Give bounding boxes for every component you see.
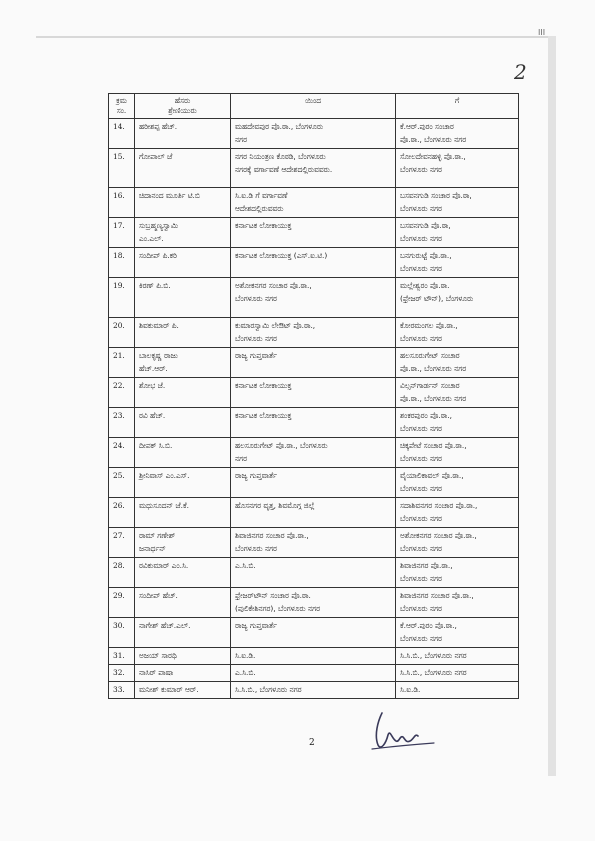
header-name: ಹೆಸರು ಶ್ರೇಣಿಯುರು — [135, 94, 231, 119]
corner-mark: III — [538, 28, 546, 37]
cell-sl: 32. — [109, 665, 135, 682]
header-from: ಯಿಂದ — [231, 94, 396, 119]
cell-from: ಎ.ಸಿ.ಬಿ. — [231, 665, 396, 682]
cell-from: ಫ್ರೇಜರ್‌ಟೌನ್ ಸಂಚಾರ ಪೊ.ಠಾ. (ಪುಲಿಕೇಶಿನಗರ), ಬೆಂಗಳೂರು ನಗರ — [231, 588, 396, 618]
cell-name: ಚಿದಾನಂದ ಮೂರ್ತಿ ಟಿ.ಬಿ — [135, 188, 231, 218]
cell-sl: 23. — [109, 408, 135, 438]
signature — [368, 705, 438, 755]
header-sl: ಕ್ರಮ ಸಂ. — [109, 94, 135, 119]
cell-to: ಕೆ.ಆರ್.ಪುರಂ ಪೊ.ಠಾ., ಬೆಂಗಳೂರು ನಗರ — [396, 618, 519, 648]
cell-to: ಶಿವಾಜಿನಗರ ಸಂಚಾರ ಪೊ.ಠಾ., ಬೆಂಗಳೂರು ನಗರ — [396, 588, 519, 618]
table-row — [109, 149, 519, 188]
cell-from: ರಾಜ್ಯ ಗುಪ್ತವಾರ್ತೆ — [231, 618, 396, 648]
cell-from: ಕರ್ನಾಟಕ ಲೋಕಾಯುಕ್ತ (ಎಸ್.ಐ.ಟಿ.) — [231, 248, 396, 278]
cell-name: ಸುಬ್ರಹ್ಮಣ್ಯಸ್ವಾಮಿ ಎಂ.ಎಲ್. — [135, 218, 231, 248]
cell-to: ವಿಲ್ಸನ್‌ಗಾರ್ಡನ್ ಸಂಚಾರ ಪೊ.ಠಾ., ಬೆಂಗಳೂರು ನಗರ — [396, 378, 519, 408]
cell-to: ಬನಗುರುಟ್ಟೆ ಪೊ.ಠಾ., ಬೆಂಗಳೂರು ನಗರ — [396, 248, 519, 278]
cell-from: ಸಿ.ಐ.ಡಿ. — [231, 648, 396, 665]
page-number: 2 — [309, 738, 315, 748]
table-row — [109, 438, 519, 468]
cell-from: ಕರ್ನಾಟಕ ಲೋಕಾಯುಕ್ತ — [231, 218, 396, 248]
cell-from: ಎ.ಸಿ.ಬಿ. — [231, 558, 396, 588]
cell-name: ರಾಮ್ ಗಣೇಶ್ ಜನಾರ್ಧನ್ — [135, 528, 231, 558]
cell-to: ಹಲಸೂರುಗೇಟ್ ಸಂಚಾರ ಪೊ.ಠಾ., ಬೆಂಗಳೂರು ನಗರ — [396, 348, 519, 378]
cell-sl: 18. — [109, 248, 135, 278]
cell-name: ಮಧುಸೂದನ್ ಜೆ.ಕೆ. — [135, 498, 231, 528]
cell-sl: 14. — [109, 119, 135, 149]
cell-name: ಮನೀಶ್ ಕುಮಾರ್ ಆರ್. — [135, 682, 231, 699]
cell-name: ಅಜಯ್ ಸಾರಥಿ — [135, 648, 231, 665]
cell-sl: 15. — [109, 149, 135, 188]
cell-sl: 21. — [109, 348, 135, 378]
cell-to: ಸೋಲದೇವನಹಳ್ಳಿ ಪೊ.ಠಾ., ಬೆಂಗಳೂರು ನಗರ — [396, 149, 519, 188]
handwritten-page-number: 2 — [514, 60, 527, 84]
cell-sl: 25. — [109, 468, 135, 498]
cell-to: ಚಿಕ್ಕಪೇಟೆ ಸಂಚಾರ ಪೊ.ಠಾ., ಬೆಂಗಳೂರು ನಗರ — [396, 438, 519, 468]
table-row — [109, 318, 519, 348]
cell-name: ಸಂದೀಪ್ ಹೆಚ್. — [135, 588, 231, 618]
table-row — [109, 348, 519, 378]
cell-name: ರವಿಕುಮಾರ್ ಎಂ.ಸಿ. — [135, 558, 231, 588]
scan-edge-right — [548, 36, 556, 776]
table-row — [109, 528, 519, 558]
cell-to: ಶಿವಾಜಿನಗರ ಪೊ.ಠಾ., ಬೆಂಗಳೂರು ನಗರ — [396, 558, 519, 588]
table-row — [109, 408, 519, 438]
cell-sl: 28. — [109, 558, 135, 588]
cell-sl: 26. — [109, 498, 135, 528]
table-row — [109, 468, 519, 498]
cell-name: ಬಾಲಕೃಷ್ಣ ರಾಜು ಹೆಚ್.ಆರ್. — [135, 348, 231, 378]
table-row — [109, 119, 519, 149]
transfer-table — [108, 93, 519, 699]
cell-to: ಮಲ್ಲೇಶ್ವರಂ ಪೊ.ಠಾ. (ಫ್ರೇಜರ್ ಟೌನ್), ಬೆಂಗಳೂರು — [396, 278, 519, 318]
cell-name: ಶ್ರೀನಿವಾಸ್ ಎಂ.ಎಸ್. — [135, 468, 231, 498]
cell-sl: 20. — [109, 318, 135, 348]
table-row — [109, 218, 519, 248]
table-body — [109, 119, 519, 699]
cell-from: ನಗರ ನಿಯಂತ್ರಣ ಕೊಠಡಿ, ಬೆಂಗಳೂರು ನಗರಕ್ಕೆ ವರ್ಗಾವಣೆ ಆದೇಶದಲ್ಲಿರುವವರು. — [231, 149, 396, 188]
table-row — [109, 188, 519, 218]
cell-sl: 33. — [109, 682, 135, 699]
cell-from: ಸಿ.ಸಿ.ಬಿ., ಬೆಂಗಳೂರು ನಗರ — [231, 682, 396, 699]
cell-name: ನಾಸಿರ್ ಪಾಷಾ — [135, 665, 231, 682]
cell-sl: 30. — [109, 618, 135, 648]
cell-sl: 31. — [109, 648, 135, 665]
cell-to: ಸಿ.ಸಿ.ಬಿ., ಬೆಂಗಳೂರು ನಗರ — [396, 665, 519, 682]
cell-from: ಮಹದೇವಪುರ ಪೊ.ಠಾ., ಬೆಂಗಳೂರು ನಗರ — [231, 119, 396, 149]
cell-to: ವೈಯಾಲಿಕಾವಲ್ ಪೊ.ಠಾ., ಬೆಂಗಳೂರು ನಗರ — [396, 468, 519, 498]
cell-to: ಸಿ.ಸಿ.ಬಿ., ಬೆಂಗಳೂರು ನಗರ — [396, 648, 519, 665]
table-row — [109, 648, 519, 665]
table-row — [109, 558, 519, 588]
table-row — [109, 498, 519, 528]
cell-sl: 29. — [109, 588, 135, 618]
table-row — [109, 378, 519, 408]
cell-to: ಬಸವನಗುಡಿ ಪೊ.ಠಾ, ಬೆಂಗಳೂರು ನಗರ — [396, 218, 519, 248]
cell-sl: 17. — [109, 218, 135, 248]
cell-name: ರವಿ ಹೆಚ್. — [135, 408, 231, 438]
cell-name: ಗೋಪಾಲ್ ಜೆ — [135, 149, 231, 188]
cell-from: ಕುಮಾರಸ್ವಾಮಿ ಲೇಔಟ್ ಪೊ.ಠಾ., ಬೆಂಗಳೂರು ನಗರ — [231, 318, 396, 348]
cell-from: ಹೊಸನಗರ ವೃತ್ತ, ಶಿವಮೊಗ್ಗ ಜಿಲ್ಲೆ — [231, 498, 396, 528]
scan-edge-top — [36, 36, 548, 38]
cell-from: ರಾಜ್ಯ ಗುಪ್ತವಾರ್ತೆ — [231, 348, 396, 378]
table-row — [109, 278, 519, 318]
table-header-row — [109, 94, 519, 119]
cell-from: ಸಿ.ಐ.ಡಿ ಗೆ ವರ್ಗಾವಣೆ ಆದೇಶದಲ್ಲಿರುವವರು — [231, 188, 396, 218]
cell-to: ಬಸವನಗುಡಿ ಸಂಚಾರ ಪೊ.ಠಾ, ಬೆಂಗಳೂರು ನಗರ — [396, 188, 519, 218]
cell-from: ಶಿವಾಜಿನಗರ ಸಂಚಾರ ಪೊ.ಠಾ., ಬೆಂಗಳೂರು ನಗರ — [231, 528, 396, 558]
cell-name: ಶೋಭ ಜೆ. — [135, 378, 231, 408]
cell-name: ಕಿರಣ್ ಪಿ.ಬಿ. — [135, 278, 231, 318]
cell-name: ಸಂದೀಪ್ ಪಿ.ಕರಿ — [135, 248, 231, 278]
cell-sl: 16. — [109, 188, 135, 218]
cell-to: ಕೆ.ಆರ್.ಪುರಂ ಸಂಚಾರ ಪೊ.ಠಾ., ಬೆಂಗಳೂರು ನಗರ — [396, 119, 519, 149]
cell-name: ನಾಗೇಶ್ ಹೆಚ್.ಎಲ್. — [135, 618, 231, 648]
cell-sl: 22. — [109, 378, 135, 408]
table-row — [109, 588, 519, 618]
cell-to: ಕೋರಮಂಗಲ ಪೊ.ಠಾ., ಬೆಂಗಳೂರು ನಗರ — [396, 318, 519, 348]
cell-name: ಹರೀಶಪ್ಪ ಹೆಚ್. — [135, 119, 231, 149]
cell-from: ಕರ್ನಾಟಕ ಲೋಕಾಯುಕ್ತ — [231, 378, 396, 408]
cell-sl: 24. — [109, 438, 135, 468]
cell-from: ರಾಜ್ಯ ಗುಪ್ತವಾರ್ತೆ — [231, 468, 396, 498]
cell-from: ಅಶೋಕನಗರ ಸಂಚಾರ ಪೊ.ಠಾ., ಬೆಂಗಳೂರು ನಗರ — [231, 278, 396, 318]
cell-from: ಕರ್ನಾಟಕ ಲೋಕಾಯುಕ್ತ — [231, 408, 396, 438]
table-row — [109, 618, 519, 648]
cell-to: ಸದಾಶಿವನಗರ ಸಂಚಾರ ಪೊ.ಠಾ., ಬೆಂಗಳೂರು ನಗರ — [396, 498, 519, 528]
cell-sl: 27. — [109, 528, 135, 558]
cell-to: ಅಶೋಕನಗರ ಸಂಚಾರ ಪೊ.ಠಾ., ಬೆಂಗಳೂರು ನಗರ — [396, 528, 519, 558]
cell-sl: 19. — [109, 278, 135, 318]
cell-name: ಶಿವಕುಮಾರ್ ಪಿ. — [135, 318, 231, 348]
table-row — [109, 682, 519, 699]
cell-name: ದೀಪಕ್ ಸಿ.ಬಿ. — [135, 438, 231, 468]
table-row — [109, 248, 519, 278]
table-row — [109, 665, 519, 682]
cell-to: ಶಂಕರಪುರಂ ಪೊ.ಠಾ., ಬೆಂಗಳೂರು ನಗರ — [396, 408, 519, 438]
header-to: ಗೆ — [396, 94, 519, 119]
cell-to: ಸಿ.ಐ.ಡಿ. — [396, 682, 519, 699]
cell-from: ಹಲಸೂರುಗೇಟ್ ಪೊ.ಠಾ., ಬೆಂಗಳೂರು ನಗರ — [231, 438, 396, 468]
